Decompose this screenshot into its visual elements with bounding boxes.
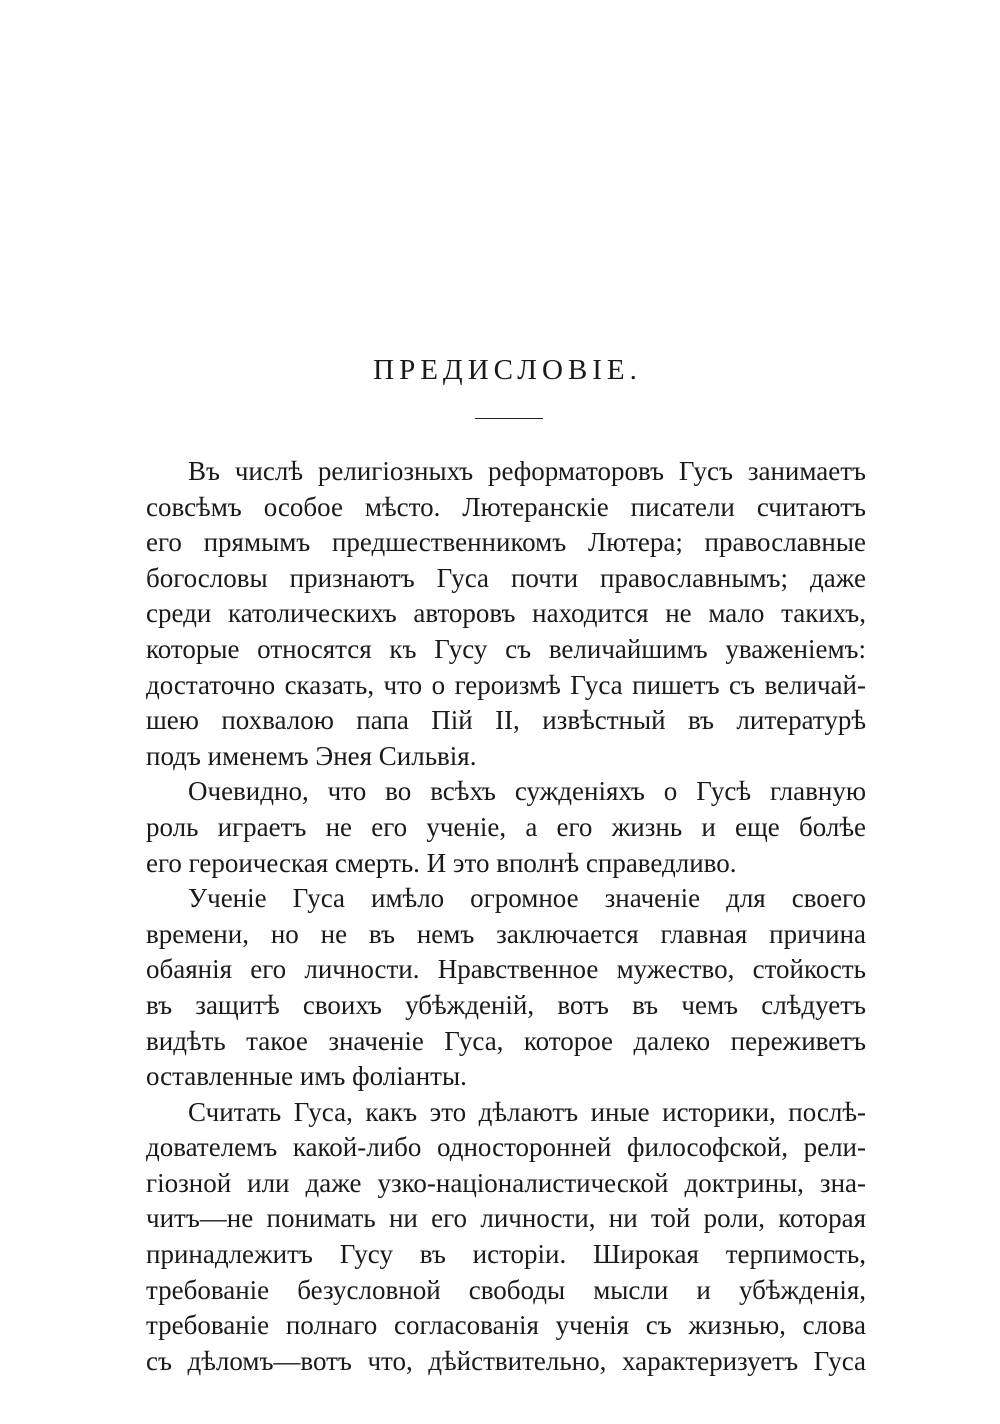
text-line: его героическая смерть. И это вполнѣ справедливо. <box>146 847 737 878</box>
text-line: богословы признаютъ Гуса почти православнымъ; даже <box>146 562 866 593</box>
page-title: ПРЕДИСЛОВІЕ. <box>373 354 642 386</box>
text-line: которые относятся къ Гусу съ величайшимъ уваженіемъ: <box>146 633 866 664</box>
text-line: обаянія его личности. Нравственное мужество, стойкость <box>146 954 866 985</box>
body-text <box>146 454 866 1379</box>
text-line: съ дѣломъ—вотъ что, дѣйствительно, характеризуетъ Гуса <box>146 1345 866 1376</box>
text-line: гіозной или даже узко-націоналистической доктрины, зна- <box>146 1167 866 1198</box>
text-line: совсѣмъ особое мѣсто. Лютеранскіе писатели считаютъ <box>146 491 866 522</box>
text-line: среди католическихъ авторовъ находится не мало такихъ, <box>146 598 866 629</box>
text-line: его прямымъ предшественникомъ Лютера; православные <box>146 527 866 558</box>
text-line: требованіе полнаго согласованія ученія съ жизнью, слова <box>146 1310 866 1341</box>
text-line: въ защитѣ своихъ убѣжденій, вотъ въ чемъ слѣдуетъ <box>146 989 866 1020</box>
text-line: читъ—не понимать ни его личности, ни той роли, которая <box>146 1203 866 1234</box>
text-line: Въ числѣ религіозныхъ реформаторовъ Гусъ занимаетъ <box>188 456 866 486</box>
text-line: времени, но не въ немъ заключается главная причина <box>146 918 866 949</box>
text-line: видѣть такое значеніе Гуса, которое далеко переживетъ <box>146 1025 866 1056</box>
text-line: шею похвалою папа Пій II, извѣстный въ литературѣ <box>146 705 866 736</box>
text-line: роль играетъ не его ученіе, а его жизнь и еще болѣе <box>146 811 866 842</box>
text-line: подъ именемъ Энея Сильвія. <box>146 740 477 771</box>
text-line: оставленные имъ фоліанты. <box>146 1061 467 1092</box>
text-line: достаточно сказать, что о героизмѣ Гуса пишетъ съ величай- <box>146 669 866 700</box>
text-line: Ученіе Гуса имѣло огромное значеніе для своего <box>188 883 866 914</box>
text-line: Очевидно, что во всѣхъ сужденіяхъ о Гусѣ главную <box>188 776 866 807</box>
title-divider <box>475 418 543 419</box>
text-line: Считать Гуса, какъ это дѣлаютъ иные историки, послѣ- <box>188 1096 866 1127</box>
text-line: требованіе безусловной свободы мысли и убѣжденія, <box>146 1274 866 1305</box>
text-line: принадлежитъ Гусу въ исторіи. Широкая терпимость, <box>146 1239 866 1270</box>
text-line: дователемъ какой-либо односторонней философской, рели- <box>146 1132 866 1163</box>
